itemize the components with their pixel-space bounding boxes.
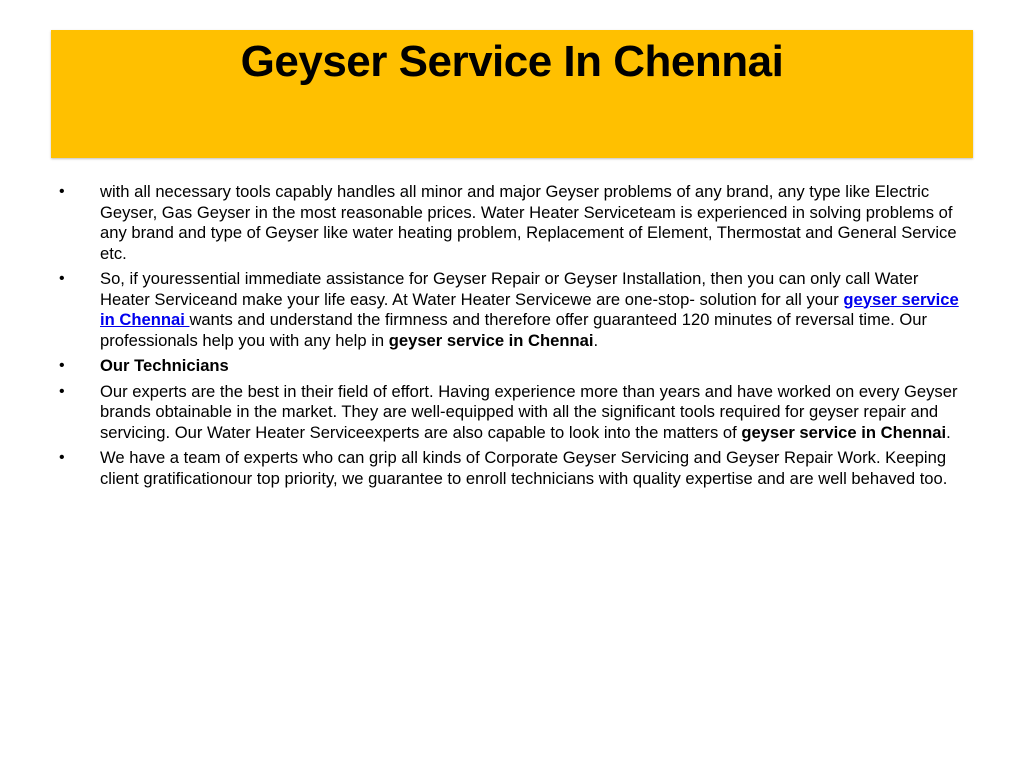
bullet-icon: •: [59, 270, 65, 287]
item-text: .: [593, 330, 599, 350]
bullet-icon: •: [59, 449, 65, 466]
item-text: wants and understand the firmness and therefore offer guaranteed 120 minutes of reversal time. Our professionals help you with any help in: [100, 310, 928, 350]
item-text: We have a team of experts who can grip all kinds of Corporate Geyser Servicing and Geyser Repair Work. Keeping client gratificationour top priority, we guarantee to enroll technicians with quality expertise and are well behaved too.: [100, 448, 948, 488]
list-item: [55, 382, 965, 444]
item-text: Our experts are the best in their field of effort. Having experience more than years and have worked on every Geyser brands obtainable in the market. They are well-equipped with all the significant tools required for geyser repair and servicing. Our Water Heater Serviceexperts are also capable to look into the matters of: [100, 381, 958, 442]
item-text: with all necessary tools capably handles all minor and major Geyser problems of any brand, any type like Electric Geyser, Gas Geyser in the most reasonable prices. Water Heater Serviceteam is experienced in solving problems of any brand and type of Geyser like water heating problem, Replacement of Element, Thermostat and General Service etc.: [100, 182, 957, 263]
bullet-list: [55, 182, 965, 494]
list-item: [55, 269, 965, 351]
list-item: [55, 448, 965, 489]
item-text: So, if youressential immediate assistance for Geyser Repair or Geyser Installation, then you can only call Water Heater Serviceand make your life easy. At Water Heater Servicewe are one-stop- solution for all your: [100, 269, 919, 309]
bullet-icon: •: [59, 183, 65, 200]
bullet-icon: •: [59, 357, 65, 374]
item-text: .: [946, 422, 951, 442]
bullet-icon: •: [59, 382, 65, 400]
item-bold-text: geyser service in Chennai: [741, 422, 947, 442]
list-item: [55, 182, 965, 264]
list-item: [55, 356, 965, 377]
page-title: Geyser Service In Chennai: [240, 37, 784, 86]
technicians-heading: Our Technicians: [100, 356, 229, 375]
geyser-service-link[interactable]: geyser service in Chennai: [100, 289, 959, 329]
item-bold-text: geyser service in Chennai: [388, 330, 594, 350]
